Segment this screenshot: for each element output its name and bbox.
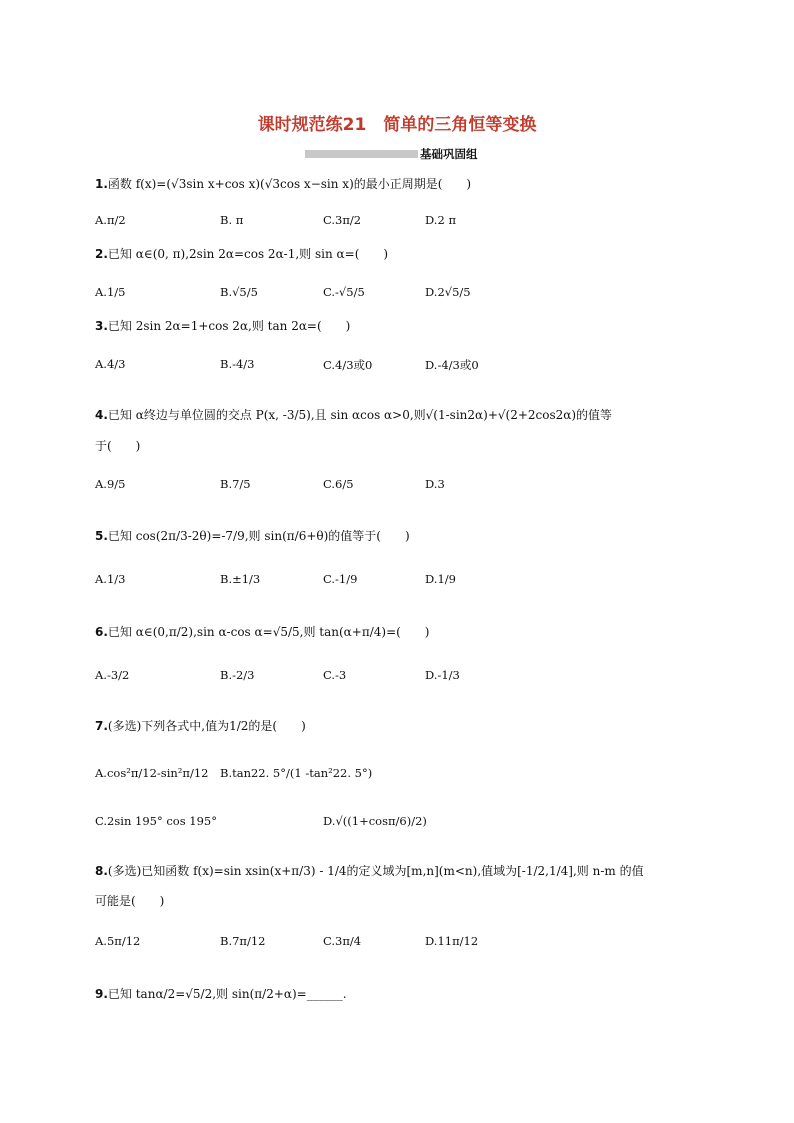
q2-option-d: D.2√5/5	[425, 285, 471, 299]
q6-option-a: A.-3/2	[95, 668, 130, 682]
q2-option-c: C.-√5/5	[323, 285, 365, 299]
question-text: 函数 f(x)=(√3sin x+cos x)(√3cos x−sin x)的最小正周期是( )	[107, 177, 472, 191]
question-6	[95, 623, 430, 640]
question-number: 9.	[95, 987, 108, 1001]
q5-option-c: C.-1/9	[323, 572, 358, 586]
question-number: 2.	[95, 247, 108, 261]
question-2	[95, 245, 388, 262]
section-title: 基础巩固组	[420, 147, 478, 161]
question-4	[95, 406, 612, 423]
q6-option-d: D.-1/3	[425, 668, 460, 682]
q3-option-a: A.4/3	[95, 357, 126, 371]
question-number: 5.	[95, 529, 108, 543]
question-text: 已知 tanα/2=√5/2,则 sin(π/2+α)=______.	[107, 987, 347, 1001]
q4-option-a: A.9/5	[95, 477, 126, 491]
question-text: 已知 2sin 2α=1+cos 2α,则 tan 2α=( )	[107, 319, 351, 333]
question-5	[95, 527, 410, 544]
q5-option-d: D.1/9	[425, 572, 456, 586]
question-number: 4.	[95, 408, 108, 422]
q8-option-d: D.11π/12	[425, 934, 479, 948]
question-8-continued: 可能是( )	[95, 894, 165, 908]
q8-option-c: C.3π/4	[323, 934, 362, 948]
q3-option-d: D.-4/3或0	[425, 358, 479, 372]
q3-option-b: B.-4/3	[220, 357, 255, 371]
q1-option-b: B. π	[220, 213, 244, 227]
question-text: 已知 α终边与单位圆的交点 P(x, -3/5),且 sin αcos α>0,则√(1-sin2α)+√(2+2cos2α)的值等	[107, 408, 613, 422]
question-8	[95, 862, 644, 879]
q7-option-a: A.cos²π/12-sin²π/12	[95, 766, 209, 780]
q7-option-c: C.2sin 195° cos 195°	[95, 814, 217, 828]
question-text: 已知 cos(2π/3-2θ)=-7/9,则 sin(π/6+θ)的值等于( )	[107, 529, 410, 543]
section-bar	[305, 150, 418, 158]
question-4-continued: 于( )	[95, 439, 141, 453]
question-text: (多选)下列各式中,值为1/2的是( )	[107, 719, 306, 733]
page-title: 课时规范练21 简单的三角恒等变换	[257, 115, 537, 135]
q7-option-d: D.√((1+cosπ/6)/2)	[323, 814, 427, 828]
question-1	[95, 175, 471, 192]
question-7	[95, 717, 306, 734]
q1-option-c: C.3π/2	[323, 213, 362, 227]
q2-option-b: B.√5/5	[220, 285, 258, 299]
question-9	[95, 985, 347, 1002]
q3-option-c: C.4/3或0	[323, 358, 373, 372]
question-text: 已知 α∈(0, π),2sin 2α=cos 2α-1,则 sin α=( )	[107, 247, 389, 261]
q6-option-c: C.-3	[323, 668, 347, 682]
q1-option-d: D.2 π	[425, 213, 456, 227]
question-text: (多选)已知函数 f(x)=sin xsin(x+π/3) - 1/4的定义域为[m,n](m<n),值域为[-1/2,1/4],则 n-m 的值	[107, 864, 644, 878]
question-number: 3.	[95, 319, 108, 333]
q5-option-a: A.1/3	[95, 572, 126, 586]
question-number: 1.	[95, 177, 108, 191]
q6-option-b: B.-2/3	[220, 668, 255, 682]
q7-option-b: B.tan22. 5°/(1 -tan²22. 5°)	[220, 766, 373, 780]
q4-option-d: D.3	[425, 477, 445, 491]
question-3	[95, 317, 350, 334]
q4-option-c: C.6/5	[323, 477, 354, 491]
question-number: 8.	[95, 864, 108, 878]
question-number: 7.	[95, 719, 108, 733]
q1-option-a: A.π/2	[95, 213, 126, 227]
q2-option-a: A.1/5	[95, 285, 126, 299]
question-text: 已知 α∈(0,π/2),sin α-cos α=√5/5,则 tan(α+π/4)=( )	[107, 625, 430, 639]
q4-option-b: B.7/5	[220, 477, 251, 491]
q8-option-a: A.5π/12	[95, 934, 141, 948]
q8-option-b: B.7π/12	[220, 934, 266, 948]
q5-option-b: B.±1/3	[220, 572, 261, 586]
question-number: 6.	[95, 625, 108, 639]
